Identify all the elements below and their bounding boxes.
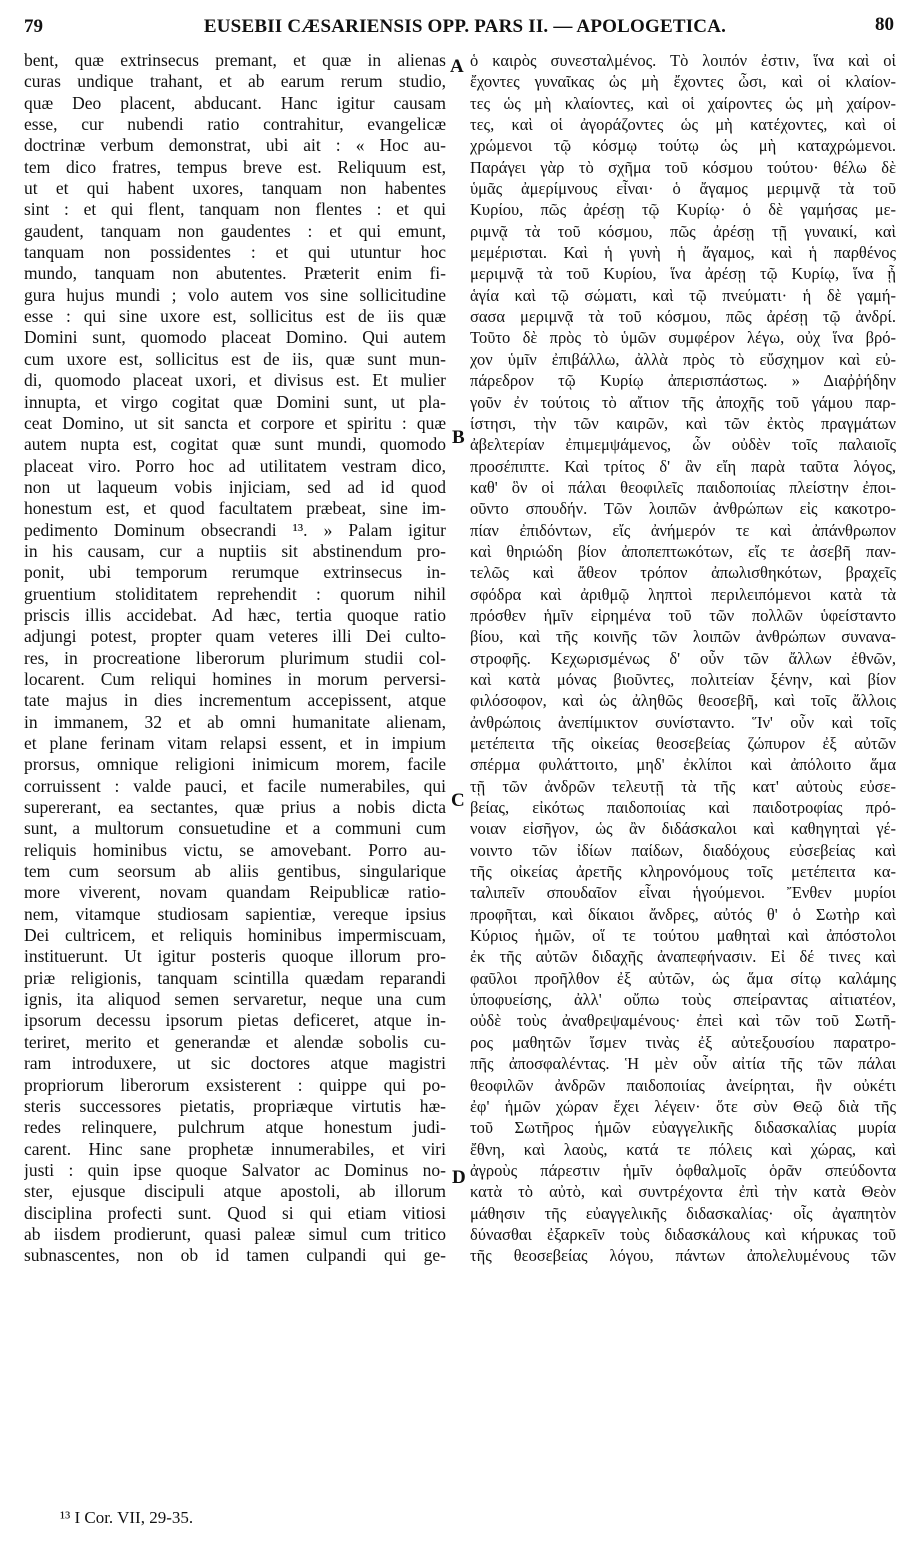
latin-text-line: carent. Hinc sane prophetæ innumerabiles, et viri (24, 1138, 446, 1159)
margin-letter-d: D (452, 1167, 466, 1188)
latin-text-line: in his causam, cur a nuptiis sit abstinendum pro- (24, 540, 446, 561)
greek-text-line: τῇ τῶν ἀνδρῶν τελευτῇ τὰ τῆς κατ' αὐτοὺς εὐσε- (470, 776, 896, 796)
latin-text-line: priscis illis accidebat. Ad hæc, tertia quoque ratio (24, 604, 446, 625)
greek-text-line: μετέπειτα τῆς οἰκείας θεοσεβείας ζώπυρον ἐξ αὐτῶν (470, 734, 896, 753)
greek-text-line: καὶ θηριώδη βίον ἀποπεπτωκότων, εἴς τε ἀσεβῆ παν- (470, 541, 896, 561)
latin-text-line: Domini sunt, quomodo placeat Domino. Qui autem (24, 327, 446, 348)
greek-text-line: ριμνᾷ τὰ τοῦ κόσμου, πῶς ἀρέσῃ τῇ γυναικί, καὶ (470, 221, 896, 241)
latin-text-line: esse : qui sine uxore est, sollicitus est de iis quæ (24, 306, 446, 327)
latin-column (24, 50, 446, 1267)
latin-text-line: tate majus in dies incrementum accepissent, atque (24, 690, 446, 711)
greek-text-line: προφῆται, καὶ δίκαιοι ἄνδρες, αὐτός θ' ὁ Σωτὴρ καὶ (470, 904, 896, 924)
greek-text-line: γοῦν ἐν τούτοις τὸ αἴτιον τῆς ἀποχῆς τοῦ γάμου παρ- (470, 392, 896, 412)
latin-text-line: priæ religionis, tanquam scintilla quædam reparandi (24, 967, 446, 988)
greek-text-line: νοιαν εἰσῆγον, ὡς ἂν διδάσκαλοι καὶ καθηγηταὶ γέ- (470, 819, 896, 839)
latin-text-line: gruentium stoliditatem reprehendit : quorum nihil (24, 583, 446, 604)
greek-text-line: ἀβελτερίαν ἐπιμεμψάμενος, ὧν οὐδὲν τοῖς παλαιοῖς (470, 435, 896, 455)
latin-text-line: ut et qui habent uxores, tanquam non habentes (24, 178, 446, 199)
greek-text-line: θεοφιλῶν ἀνδρῶν παιδοποιίας ἀνείρηται, ἣν οὐκέτι (470, 1075, 896, 1095)
latin-text-line: non ut laqueum vobis injiciam, sed ad id quod (24, 476, 446, 497)
latin-text-line: corruissent : valde pauci, et facile numerabiles, qui (24, 775, 446, 796)
latin-text-line: propriorum liberorum exsisterent : quippe qui po- (24, 1074, 446, 1095)
latin-text-line: tem dico fratres, tempus breve est. Reliquum est, (24, 156, 446, 177)
greek-text-line: μεμέρισται. Καὶ ἡ γυνὴ ἡ ἄγαμος, καὶ ἡ παρθένος (470, 243, 896, 263)
greek-text-line: νοιντο τῶν ἰδίων παίδων, διαδόχους εὐσεβείας καὶ (470, 840, 896, 860)
latin-text-line: cum uxore est, sollicitus est de iis, quæ sunt mun- (24, 348, 446, 369)
margin-letter-b: B (452, 427, 465, 448)
page-number-right: 80 (875, 14, 894, 35)
latin-text-line: nem, vitamque studiosam sapientiæ, vereque ipsius (24, 903, 446, 924)
latin-text-line: autem nupta est, cogitat quæ sunt mundi, quomodo (24, 434, 446, 455)
latin-text-line: honestum est, et quod facultatem præbeat, sine im- (24, 498, 446, 519)
latin-text-line: placeat viro. Porro hoc ad utilitatem vestram dico, (24, 455, 446, 476)
greek-text-line: οὐδὲ τοὺς ἀναθρεψαμένους· ἐπεὶ καὶ τῶν τοῦ Σωτῆ- (470, 1011, 896, 1031)
latin-text-line: redes relinquere, pulchrum atque honestum judi- (24, 1117, 446, 1138)
greek-text-line: ρος μαθητῶν ἴσμεν τινὰς ἐξ αὐτεξουσίου παρατρο- (470, 1032, 896, 1052)
greek-text-line: τες ὡς μὴ κλαίοντες, καὶ οἱ χαίροντες ὡς μὴ χαίρον- (470, 93, 896, 113)
latin-text-line: subnascentes, non ob id tamen culpandi qui ge- (24, 1245, 446, 1266)
greek-text-line: σπέρμα φυλάττοιτο, μηδ' ἐκλίποι καὶ ἀπόλοιτο ἅμα (470, 755, 896, 775)
margin-letter-a: A (450, 56, 464, 77)
latin-text-line: tanquam non possidentes : et qui utuntur hoc (24, 242, 446, 263)
greek-text-line: Τοῦτο δὲ πρὸς τὸ ὑμῶν συμφέρον λέγω, οὐχ ἵνα βρό- (470, 328, 896, 348)
greek-text-line: ἁγία καὶ τῷ σώματι, καὶ τῷ πνεύματι· ἡ δὲ γαμή- (470, 285, 896, 305)
latin-text-line: bent, quæ extrinsecus premant, et quæ in alienas (24, 50, 446, 70)
latin-text-line: et plane ferinam vitam relapsi essent, et in impium (24, 733, 446, 753)
latin-text-line: mundo, tanquam non abutentes. Præterit enim fi- (24, 263, 446, 284)
greek-text-line: τες, καὶ οἱ ἀγοράζοντες ὡς μὴ κατέχοντες, καὶ οἱ (470, 115, 896, 135)
greek-text-line: Παράγει γὰρ τὸ σχῆμα τοῦ κόσμου τούτου· θέλω δὲ (470, 157, 896, 177)
latin-text-line: pedimento Dominum obsecrandi ¹³. » Palam igitur (24, 519, 446, 540)
greek-text-line: μεριμνᾷ τὰ τοῦ Κυρίου, ἵνα ἀρέσῃ τῷ Κυρίῳ, ἵνα ᾖ (470, 264, 896, 284)
latin-text-line: steris successores pietatis, propriæque virtutis hæ- (24, 1095, 446, 1116)
margin-letter-c: C (451, 790, 465, 811)
latin-text-line: ceat Domino, ut sit sancta et corpore et spiritu : quæ (24, 412, 446, 433)
latin-text-line: ponit, ubi temporum rerumque extrinsecus in- (24, 562, 446, 583)
greek-text-line: Κυρίου, πῶς ἀρέσῃ τῷ Κυρίῳ· ὁ δὲ γαμήσας με- (470, 200, 896, 220)
greek-text-line: καὶ κατὰ μόνας βιοῦντες, πολιτείαν ξένην, καὶ βίον (470, 669, 896, 689)
greek-text-line: σφόδρα καὶ ἀριθμῷ ληπτοὶ περιλειπόμενοι κατὰ τὰ (470, 584, 896, 604)
greek-text-line: χον ὑμῖν ἐπιβάλλω, ἀλλὰ πρὸς τὸ εὔσχημον καὶ εὐ- (470, 349, 896, 369)
greek-text-line: ίστησι, τὴν τῶν καιρῶν, καὶ τῶν ἐκτὸς πραγμάτων (470, 413, 896, 433)
latin-text-line: ignis, ita aliquod semen servaretur, neque una cum (24, 989, 446, 1010)
latin-text-line: gura hujus mundi ; volo autem vos sine sollicitudine (24, 284, 446, 305)
greek-text-line: βείας, εἰκότως παιδοποιίας καὶ παιδοτροφίας πρό- (470, 798, 896, 818)
latin-text-line: prorsus, omnique religioni inimicum morem, facile (24, 754, 446, 775)
latin-text-line: curas undique trahant, et ab earum rerum studio, (24, 71, 446, 92)
greek-text-line: πάρεδρον τῷ Κυρίῳ ἀπερισπάστως. » Διαῤῥήδην (470, 371, 896, 391)
latin-text-line: doctrinæ verbum demonstrat, ubi ait : « Hoc au- (24, 135, 446, 156)
greek-text-line: ἔχοντες γυναῖκας ὡς μὴ ἔχοντες ὦσι, καὶ οἱ κλαίον- (470, 72, 896, 92)
greek-text-line: προσέπιπτε. Καὶ τρίτος δ' ἂν εἴη παρὰ ταῦτα λόγος, (470, 456, 896, 476)
greek-text-line: σασα μεριμνᾷ τὰ τοῦ κόσμου, πῶς ἀρέσῃ τῷ ἀνδρί. (470, 307, 896, 327)
greek-text-line: τῆς οἰκείας ἀρετῆς κληρονόμους τοῖς μετέπειτα κα- (470, 862, 896, 882)
latin-text-line: quæ Deo placent, abducant. Hanc igitur causam (24, 92, 446, 113)
latin-text-line: Dei cultricem, et reliquis hominibus impermiscuam, (24, 925, 446, 946)
latin-text-line: ster, ejusque discipuli atque apostoli, ab illorum (24, 1181, 446, 1202)
latin-text-line: sint : et qui flent, tanquam non flentes : et qui (24, 199, 446, 220)
latin-text-line: gaudent, tanquam non gaudentes : et qui emunt, (24, 220, 446, 241)
latin-text-line: teriret, merito et generandæ et alendæ sobolis cu- (24, 1031, 446, 1052)
greek-text-line: ἔθνη, καὶ λαοὺς, κατά τε πόλεις καὶ χώρας, καὶ (470, 1139, 896, 1159)
greek-text-line: φαῦλοι προῆλθον ἐξ αὐτῶν, ὡς ἅμα σίτῳ καλάμης (470, 968, 896, 988)
latin-text-line: esse, cur nubendi ratio contrahitur, evangelicæ (24, 114, 446, 135)
latin-text-line: justi : quin ipse quoque Salvator ac Dominus no- (24, 1159, 446, 1180)
greek-text-line: μάθησιν τῆς εὐαγγελικῆς διδασκαλίας· οἷς ἀγαπητὸν (470, 1203, 896, 1223)
greek-text-line: δύνασθαι ἐξαρκεῖν τοὺς διδασκάλους καὶ κήρυκας τοῦ (470, 1224, 896, 1244)
running-head: EUSEBII CÆSARIENSIS OPP. PARS II. — APOLOGETICA. (203, 16, 727, 37)
latin-text-line: adjungi potest, propter quam veteres illi Dei culto- (24, 626, 446, 647)
latin-text-line: tem cum seorsum ab aliis gentibus, singularique (24, 861, 446, 882)
greek-text-line: οῦντο σπουδήν. Τῶν λοιπῶν ἀνθρώπων εἰς κακοτρο- (470, 499, 896, 519)
page-number-left: 79 (24, 16, 43, 37)
latin-text-line: ipsorum decessu ipsorum pietas deficeret, atque in- (24, 1010, 446, 1031)
greek-text-line: ἀγροὺς πάρεστιν ἡμῖν ὀφθαλμοῖς ὁρᾶν σπεύδοντα (470, 1160, 896, 1180)
greek-text-line: χρώμενοι τῷ κόσμῳ τούτῳ ὡς μὴ καταχρώμενοι. (470, 136, 896, 156)
latin-text-line: supererant, ea sectantes, quæ prius a nobis dicta (24, 797, 446, 818)
latin-text-line: more viverent, novam quandam Reipublicæ ratio- (24, 882, 446, 903)
greek-text-line: κατὰ τὸ αὐτὸ, καὶ συντρέχοντα ἐπὶ τὴν κατὰ Θεὸν (470, 1182, 896, 1202)
greek-text-line: ὁ καιρὸς συνεσταλμένος. Τὸ λοιπόν ἐστιν, ἵνα καὶ οἱ (470, 51, 896, 70)
greek-column (470, 50, 896, 1267)
greek-text-line: στροφῆς. Κεχωρισμένως δ' οὖν τῶν ἄλλων ἐθνῶν, (470, 648, 896, 668)
greek-text-line: ἐκ τῆς αὐτῶν διδαχῆς ἀναπεφήνασιν. Εἰ δέ τινες καὶ (470, 947, 896, 967)
greek-text-line: πῆς ἀποσφαλέντας. Ἡ μὲν οὖν αἰτία τῆς τῶν πάλαι (470, 1054, 896, 1074)
greek-text-line: ταλιπεῖν σπουδαῖον εἶναι ἡγούμενοι. Ἔνθεν μυρίοι (470, 883, 896, 903)
latin-text-line: di, quomodo placeat uxori, et divisus est. Et mulier (24, 370, 446, 391)
latin-text-line: res, in procreatione liberorum plurimum studii col- (24, 647, 446, 668)
greek-text-line: Κύριος ἡμῶν, οἵ τε τούτου μαθηταὶ καὶ ἀπόστολοι (470, 926, 896, 946)
greek-text-line: ἐφ' ἡμῶν χώραν ἔχει λέγειν· ὅτε σὺν Θεῷ διὰ τῆς (470, 1096, 896, 1116)
greek-text-line: τοῦ Σωτῆρος ἡμῶν εὐαγγελικῆς διδασκαλίας μυρία (470, 1118, 896, 1138)
latin-text-line: instituerunt. Ut igitur posteris quoque illorum pro- (24, 946, 446, 967)
greek-text-line: καθ' ὃν οἱ πάλαι θεοφιλεῖς παιδοποιίας πλείστην ἐποι- (470, 477, 896, 497)
latin-text-line: ab iisdem prodierunt, quasi paleæ simul cum tritico (24, 1223, 446, 1244)
latin-text-line: reliquis hominibus victu, se amovebant. Porro au- (24, 839, 446, 860)
latin-text-line: ram introduxere, ut sic doctores atque magistri (24, 1053, 446, 1074)
greek-text-line: τῆς θεοσεβείας λόγου, πάντων ἀπολελυμένους τῶν (470, 1246, 896, 1266)
footnote: ¹³ I Cor. VII, 29-35. (60, 1508, 194, 1527)
latin-text-line: in immanem, 32 et ab omni humanitate alienam, (24, 711, 446, 732)
latin-text-line: disciplina profecti sunt. Quod si qui etiam vitiosi (24, 1202, 446, 1223)
latin-text-line: innupta, et virgo cogitat quæ Domini sunt, ut pla- (24, 391, 446, 412)
greek-text-line: ὑμᾶς ἀμερίμνους εἶναι· ὁ ἄγαμος μεριμνᾷ τὰ τοῦ (470, 179, 896, 199)
greek-text-line: ὑποφυείσης, ἀλλ' οὔπω τοὺς σπείραντας αἰτιατέον, (470, 990, 896, 1010)
latin-text-line: locarent. Cum reliqui homines in morum perversi- (24, 668, 446, 689)
greek-text-line: φιλόσοφον, καὶ ὡς ἀληθῶς θεοσεβῆ, καὶ τοῖς ἄλλοις (470, 691, 896, 711)
latin-text-line: sunt, a multorum consuetudine et a communi cum (24, 818, 446, 839)
greek-text-line: πρόσθεν ἡμῖν εἰρημένα τοῦ τῶν πολλῶν ὑφείσταντο (470, 605, 896, 625)
greek-text-line: ἀνθρώποις ἀνεπίμικτον συνίσταντο. Ἵν' οὖν καὶ τοῖς (470, 712, 896, 732)
greek-text-line: πίαν ἐπιδόντων, εἴς ἀνήμερόν τε καὶ ἀπάνθρωπον (470, 520, 896, 540)
greek-text-line: τελῶς καὶ ἄθεον τρόπον ἀπωλισθηκότων, βραχεῖς (470, 563, 896, 583)
greek-text-line: βίου, καὶ τῆς κοινῆς τῶν λοιπῶν ἀνθρώπων συνανα- (470, 627, 896, 647)
